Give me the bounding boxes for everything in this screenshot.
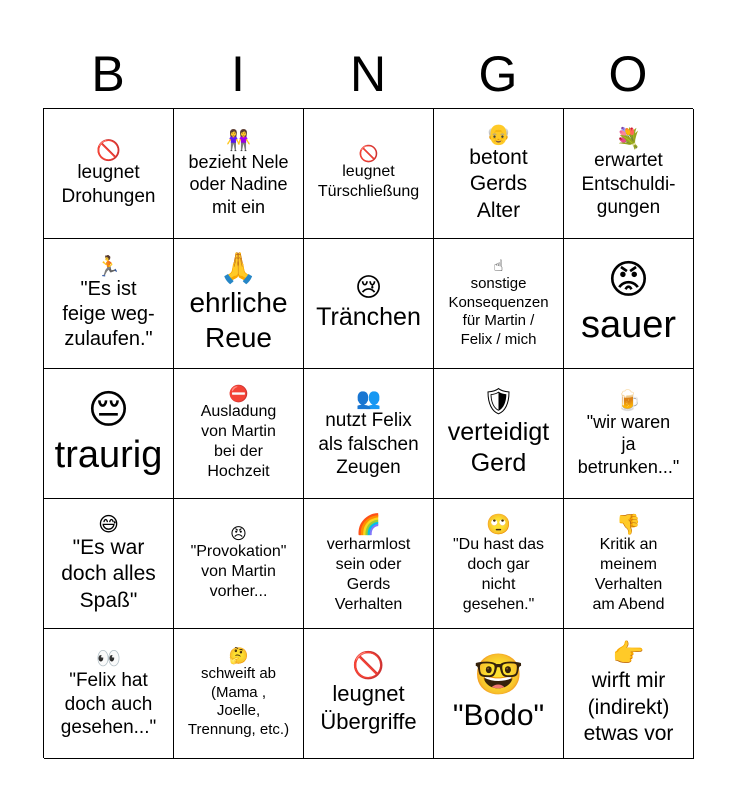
bingo-cell[interactable]	[44, 629, 174, 759]
bingo-cell[interactable]	[44, 499, 174, 629]
two-women-icon: 👭	[226, 127, 251, 152]
cell-label: schweift ab (Mama , Joelle, Trennung, etc.)	[187, 664, 290, 739]
cell-label: sauer	[580, 303, 677, 346]
bingo-cell[interactable]	[564, 629, 694, 759]
bingo-cell[interactable]	[304, 499, 434, 629]
cell-label: leugnet Drohungen	[61, 161, 156, 207]
people-silhouette-icon: 👥	[356, 385, 381, 410]
cell-label: "Es ist feige weg- zulaufen."	[62, 278, 155, 350]
bingo-cell[interactable]	[304, 369, 434, 499]
bingo-header	[43, 40, 693, 108]
thinking-face-icon: 🤔	[228, 646, 249, 666]
bouquet-icon: 💐	[616, 125, 641, 150]
header-letter-g: G	[478, 46, 518, 102]
old-man-icon: 👴	[486, 122, 511, 147]
cell-label: verteidigt Gerd	[447, 417, 550, 477]
bingo-cell[interactable]	[174, 239, 304, 369]
bingo-cell[interactable]	[44, 239, 174, 369]
bingo-cell[interactable]	[434, 369, 564, 499]
bingo-cell[interactable]	[174, 109, 304, 239]
cell-label: bezieht Nele oder Nadine mit ein	[188, 151, 289, 217]
pointing-right-icon: 👉	[612, 638, 645, 669]
bingo-cell[interactable]	[434, 629, 564, 759]
cell-label: ehrliche Reue	[189, 287, 288, 353]
no-entry-icon: ⛔	[228, 383, 249, 403]
bingo-cell[interactable]	[44, 369, 174, 499]
bingo-cell[interactable]	[564, 239, 694, 369]
header-letter-o: O	[608, 46, 648, 102]
grinning-sweat-face-icon: 😅	[98, 512, 119, 537]
rainbow-icon: 🌈	[356, 511, 381, 536]
cell-label: erwartet Entschuldi- gungen	[581, 149, 676, 219]
bingo-cell[interactable]	[174, 629, 304, 759]
cell-label: "Es war doch alles Spaß"	[61, 536, 156, 612]
eye-roll-face-icon: 🙄	[486, 511, 511, 536]
cell-label: Kritik an meinem Verhalten am Abend	[592, 535, 665, 613]
bingo-cell[interactable]	[44, 109, 174, 239]
cell-label: traurig	[54, 433, 163, 476]
crying-face-icon: 😢	[354, 272, 383, 303]
cell-label: Tränchen	[316, 303, 421, 332]
bingo-cell[interactable]	[304, 629, 434, 759]
cell-label: "wir waren ja betrunken..."	[577, 411, 680, 477]
no-entry-sign-icon: 🚫	[96, 137, 121, 162]
cell-label: leugnet Übergriffe	[320, 681, 417, 734]
pensive-face-icon: 😔	[87, 386, 130, 433]
cell-label: "Bodo"	[452, 698, 545, 732]
bingo-cell[interactable]	[434, 239, 564, 369]
eyes-icon: 👀	[96, 645, 121, 670]
bingo-cell[interactable]	[304, 109, 434, 239]
bingo-cell[interactable]	[564, 369, 694, 499]
bingo-cell[interactable]	[174, 499, 304, 629]
pouting-face-icon: 😡	[607, 256, 650, 303]
angry-face-icon: 😠	[230, 523, 247, 543]
header-letter-n: N	[349, 46, 387, 102]
bingo-cell[interactable]	[434, 499, 564, 629]
cell-label: leugnet Türschließung	[317, 163, 420, 201]
cell-label: sonstige Konsequenzen für Martin / Felix / mich	[448, 274, 549, 349]
folded-hands-icon: 🙏	[219, 251, 258, 286]
bingo-cell[interactable]	[174, 369, 304, 499]
cell-label: wirft mir (indirekt) etwas vor	[583, 669, 674, 745]
cell-label: "Du hast das doch gar nicht gesehen."	[452, 535, 545, 613]
running-person-icon: 🏃	[96, 254, 121, 278]
header-letter-b: B	[91, 46, 125, 102]
cell-label: "Provokation" von Martin vorher...	[190, 543, 287, 601]
bingo-grid	[43, 108, 693, 758]
bingo-cell[interactable]	[564, 109, 694, 239]
bingo-cell[interactable]	[564, 499, 694, 629]
no-entry-sign-icon: 🚫	[358, 143, 379, 163]
header-letter-i: I	[231, 46, 245, 102]
beer-mug-icon: 🍺	[616, 387, 641, 412]
thumbs-down-icon: 👎	[616, 511, 641, 536]
cell-label: betont Gerds Alter	[469, 146, 528, 222]
no-entry-sign-icon: 🚫	[352, 650, 385, 681]
bingo-cell[interactable]	[434, 109, 564, 239]
bingo-cell[interactable]	[304, 239, 434, 369]
pointing-up-icon: ☝	[493, 256, 504, 276]
cell-label: "Felix hat doch auch gesehen..."	[60, 669, 157, 739]
cell-label: verharmlost sein oder Gerds Verhalten	[326, 535, 411, 613]
cell-label: Ausladung von Martin bei der Hochzeit	[200, 403, 277, 481]
shield-icon: 🛡	[481, 386, 515, 417]
nerd-face-icon: 🤓	[473, 651, 524, 698]
cell-label: nutzt Felix als falschen Zeugen	[318, 409, 419, 479]
